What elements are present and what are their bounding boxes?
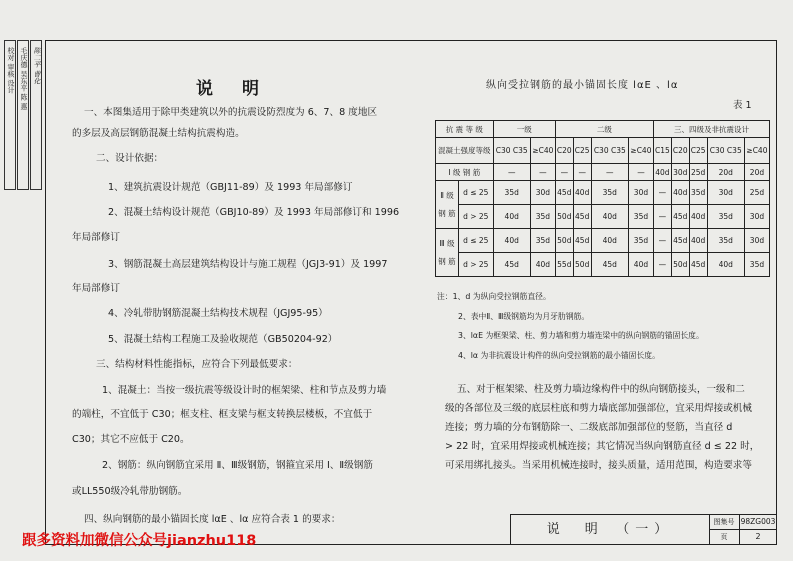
row-group-label-b: 钢 筋 <box>438 209 456 219</box>
atlas-number: 98ZG003 <box>740 515 776 530</box>
table-cell: — <box>530 164 555 181</box>
paragraph: 的端柱，不宜低于 C30；框支柱、框支梁与框支转换层楼板，不宜低于 <box>72 409 373 420</box>
page-title: 说 明 <box>196 79 265 99</box>
paragraph: 的多层及高层钢筋混凝土结构抗震构造。 <box>72 128 245 139</box>
table-cell: — <box>653 181 671 205</box>
table-cell: — <box>653 229 671 253</box>
paragraph: 一、本图集适用于除甲类建筑以外的抗震设防烈度为 6、7、8 度地区 <box>84 107 378 118</box>
table-cell: 45d <box>591 253 628 277</box>
table-cell: 45d <box>671 229 689 253</box>
table-cell: 45d <box>493 253 530 277</box>
title-block-name: 说 明 （一） <box>511 515 710 544</box>
table-cell: 35d <box>628 205 653 229</box>
table-cell: 55d <box>555 253 573 277</box>
table-header-grade1: 一级 <box>493 121 555 138</box>
note: 3、lαE 为框架梁、柱、剪力墙和剪力墙连梁中的纵向钢筋的锚固长度。 <box>458 331 704 340</box>
table-cell: 40d <box>653 164 671 181</box>
table-cell: C25 <box>573 138 591 164</box>
table-cell: 35d <box>707 205 744 229</box>
sidebar-col-names <box>17 40 29 190</box>
approval-sidebar <box>4 40 42 190</box>
table-cell: 35d <box>591 181 628 205</box>
row-sub-label: d > 25 <box>459 253 494 277</box>
table-cell: C20 <box>671 138 689 164</box>
table-cell: 40d <box>689 229 707 253</box>
table-cell: 40d <box>628 253 653 277</box>
paragraph: 4、冷轧带肋钢筋混凝土结构技术规程（JGJ95-95） <box>108 308 328 319</box>
table-header-grade: 抗 震 等 级 <box>436 121 494 138</box>
table-cell: 40d <box>573 181 591 205</box>
table-cell: 50d <box>573 253 591 277</box>
row-group-label-a: Ⅲ 级 <box>439 239 455 249</box>
row-sub-label: d ≤ 25 <box>459 181 494 205</box>
paragraph: 2、混凝土结构设计规范（GBJ10-89）及 1993 年局部修订和 1996 <box>108 207 400 218</box>
paragraph: C30；其它不应低于 C20。 <box>72 434 190 445</box>
table-cell: 25d <box>744 181 769 205</box>
table-cell: 40d <box>671 181 689 205</box>
table-cell: 35d <box>744 253 769 277</box>
table-cell: 30d <box>530 181 555 205</box>
table-cell: 50d <box>671 253 689 277</box>
table-row <box>436 181 770 205</box>
table-cell: — <box>591 164 628 181</box>
note: 4、lα 为非抗震设计构件的纵向受拉钢筋的最小锚固长度。 <box>458 350 660 360</box>
table-cell: — <box>555 164 573 181</box>
row-group-label <box>436 229 459 277</box>
row-label: Ⅰ 级 钢 筋 <box>436 164 494 181</box>
table-header-grade2: 二级 <box>555 121 653 138</box>
table-cell: 35d <box>628 229 653 253</box>
table-caption: 纵向受拉钢筋的最小锚固长度 lαE 、lα <box>486 80 679 91</box>
table-cell: 30d <box>671 164 689 181</box>
paragraph: 1、混凝土：当按一级抗震等级设计时的框架梁、柱和节点及剪力墙 <box>102 385 387 396</box>
table-row <box>436 164 770 181</box>
table-cell: 45d <box>555 181 573 205</box>
page-number: 2 <box>755 532 761 541</box>
table-header-concrete: 混凝土强度等级 <box>436 138 494 164</box>
table-cell: 35d <box>493 181 530 205</box>
paragraph: 级的各部位及三级的底层柱底和剪力墙底部加强部位，宜采用焊接或机械 <box>445 403 752 414</box>
table-cell: 40d <box>493 205 530 229</box>
table-number: 表 1 <box>733 100 752 111</box>
row-group-label-b: 钢 筋 <box>438 257 456 267</box>
table-cell: ≥C40 <box>628 138 653 164</box>
paragraph: 二、设计依据： <box>96 153 164 164</box>
sidebar-col-roles <box>4 40 16 190</box>
row-sub-label: d ≤ 25 <box>459 229 494 253</box>
atlas-number-label: 图集号 <box>709 515 740 530</box>
watermark-text: 跟多资料加微信公众号jianzhu118 <box>22 533 257 549</box>
paragraph: 四、纵向钢筋的最小锚固长度 lαE 、lα 应符合表 1 的要求： <box>84 514 341 525</box>
table-cell: 30d <box>744 205 769 229</box>
table-cell: — <box>628 164 653 181</box>
paragraph: 可采用绑扎接头。当采用机械连接时，接头质量，适用范围，构造要求等 <box>445 460 752 471</box>
right-text-column <box>445 380 775 475</box>
table-row <box>436 229 770 253</box>
note: 注：1、d 为纵向受拉钢筋直径。 <box>437 292 551 301</box>
table-cell: 25d <box>689 164 707 181</box>
table-cell: C30 C35 <box>591 138 628 164</box>
table-cell: 50d <box>555 205 573 229</box>
paragraph: 三、结构材料性能指标，应符合下列最低要求： <box>96 359 298 370</box>
table-cell: C30 C35 <box>707 138 744 164</box>
anchorage-length-table <box>435 120 770 277</box>
table-cell: 45d <box>573 229 591 253</box>
paragraph: 2、钢筋：纵向钢筋宜采用 Ⅱ、Ⅲ级钢筋，钢箍宜采用 Ⅰ、Ⅱ级钢筋 <box>102 460 373 471</box>
table-cell: — <box>493 164 530 181</box>
table-cell: 40d <box>707 253 744 277</box>
table-cell: — <box>653 205 671 229</box>
page-label: 页 <box>709 530 740 544</box>
paragraph: 5、混凝土结构工程施工及验收规范（GB50204-92） <box>108 334 338 345</box>
table-cell: ≥C40 <box>530 138 555 164</box>
paragraph: 或LL550级冷轧带肋钢筋。 <box>72 486 188 497</box>
table-cell: C20 <box>555 138 573 164</box>
table-cell: 40d <box>689 205 707 229</box>
sidebar-names: 毛庆德 吴东平 陈 惠 <box>20 47 28 110</box>
table-cell: 45d <box>689 253 707 277</box>
table-cell: C15 <box>653 138 671 164</box>
row-sub-label: d > 25 <box>459 205 494 229</box>
paragraph: 1、建筑抗震设计规范（GBJ11-89）及 1993 年局部修订 <box>108 182 353 193</box>
table-cell: C25 <box>689 138 707 164</box>
table-cell: 40d <box>530 253 555 277</box>
table-cell: 45d <box>573 205 591 229</box>
table-cell: C30 C35 <box>493 138 530 164</box>
table-cell: 30d <box>628 181 653 205</box>
paragraph: 五、对于框架梁、柱及剪力墙边缘构件中的纵向钢筋接头，一级和二 <box>457 384 745 395</box>
row-group-label-a: Ⅱ 级 <box>440 191 454 201</box>
table-cell: 35d <box>530 205 555 229</box>
table-row <box>436 253 770 277</box>
table-cell: 40d <box>591 229 628 253</box>
table-cell: 30d <box>707 181 744 205</box>
table-cell: 40d <box>493 229 530 253</box>
sidebar-col-signatures <box>30 40 42 190</box>
table-cell: 20d <box>707 164 744 181</box>
table-cell: 35d <box>707 229 744 253</box>
table-cell: 35d <box>689 181 707 205</box>
paragraph: 连接；剪力墙的分布钢筋除一、二级底部加强部位的竖筋，当直径 d <box>445 422 733 433</box>
table-cell: 20d <box>744 164 769 181</box>
title-block <box>510 514 777 545</box>
table-row <box>436 205 770 229</box>
table-notes <box>437 287 704 365</box>
table-cell: 45d <box>671 205 689 229</box>
table-cell: 40d <box>591 205 628 229</box>
paragraph: 年局部修订 <box>72 283 120 294</box>
sidebar-roles: 校对 审核 设计 <box>7 47 15 94</box>
table-cell: 35d <box>530 229 555 253</box>
table-cell: — <box>573 164 591 181</box>
paragraph: 年局部修订 <box>72 232 120 243</box>
table-cell: ≥C40 <box>744 138 769 164</box>
table-header-grade3: 三、四级及非抗震设计 <box>653 121 769 138</box>
table-cell: 50d <box>555 229 573 253</box>
table-cell: — <box>653 253 671 277</box>
paragraph: 3、钢筋混凝土高层建筑结构设计与施工规程（JGJ3-91）及 1997 <box>108 259 388 270</box>
paragraph: > 22 时，宜采用焊接或机械连接；其它情况当纵向钢筋直径 d ≤ 22 时， <box>445 441 760 452</box>
note: 2、表中Ⅱ、Ⅲ级钢筋均为月牙肋钢筋。 <box>458 311 590 321</box>
table-cell: 30d <box>744 229 769 253</box>
row-group-label <box>436 181 459 229</box>
sidebar-signatures: 陈二平 曹化 <box>33 47 41 85</box>
